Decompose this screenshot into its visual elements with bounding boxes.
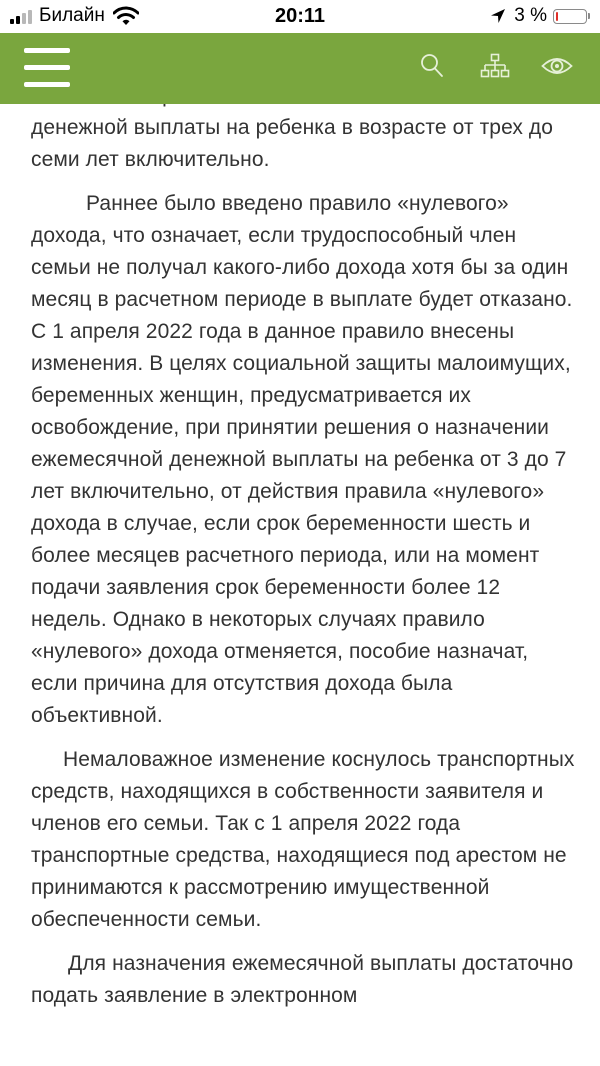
battery-percentage: 3 % — [514, 5, 547, 26]
battery-tip — [588, 13, 590, 19]
eye-icon[interactable] — [541, 55, 573, 77]
sitemap-icon[interactable] — [480, 53, 510, 79]
article-paragraph: денежной выплаты на ребенка в возрасте от трех до семи лет включительно. — [31, 116, 554, 171]
battery-icon — [553, 9, 587, 24]
search-icon[interactable] — [420, 53, 444, 79]
status-bar — [0, 0, 600, 33]
article-content — [31, 80, 576, 1012]
menu-icon[interactable] — [24, 48, 70, 88]
status-right — [490, 6, 590, 26]
site-header — [0, 33, 600, 104]
article-paragraph: Раннее было введено правило «нулевого» дохода, что означает, если трудоспособный член семьи не получал какого-либо дохода хотя бы за один месяц в расчетном периоде в выплате будет отказано. С 1 апреля 2022 года в данное правило внесены изменения. В целях социальной защиты малоимущих, беременных женщин, предусматривается их освобождение, при принятии решения о назначении ежемесячной денежной выплаты на ребенка от 3 до 7 лет включительно, от действия правила «нулевого» дохода в случае, если срок беременности шесть и более месяцев расчетного периода, или на момент подачи заявления срок беременности более 12 недель. Однако в некоторых случаях правило «нулевого» дохода отменяется, пособие назначат, если причина для отсутствия дохода была объективной. — [31, 192, 573, 727]
status-time: 20:11 — [274, 5, 326, 27]
article-paragraph: Для назначения ежемесячной выплаты достаточно подать заявление в электронном — [31, 952, 574, 1007]
article-paragraph: Немаловажное изменение коснулось транспортных средств, находящихся в собственности заявителя и членов его семьи. Так с 1 апреля 2022 года транспортные средства, находящиеся под арестом не принимаются к рассмотрению имущественной обеспеченности семьи. — [31, 748, 575, 931]
location-arrow-icon — [490, 8, 506, 24]
carrier-name: Билайн — [39, 5, 105, 26]
